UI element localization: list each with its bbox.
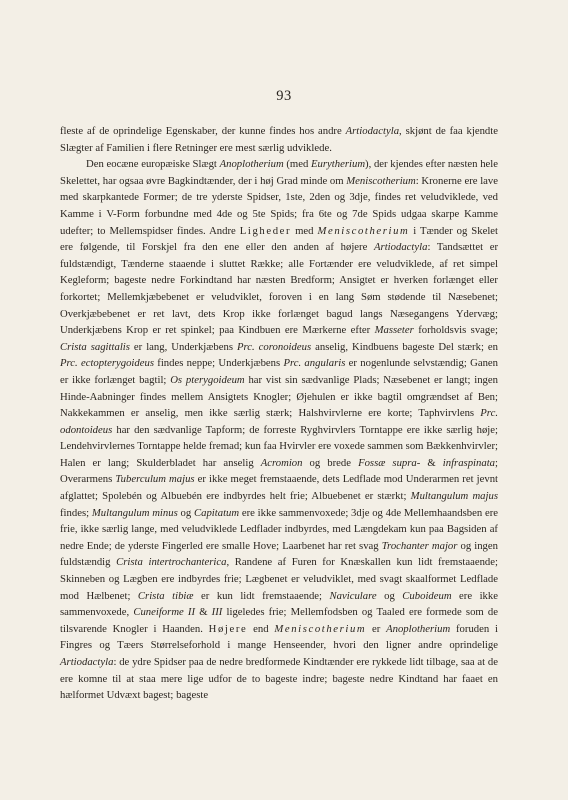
paragraph [60,156,498,704]
italic-term: Artiodactyla [374,241,428,254]
paragraph [60,123,498,156]
text-run: er nogenlunde selvstændig; Ganen er ikke forlænget bagtil; [60,357,498,386]
italic-term: Artiodactyla [60,656,114,668]
text-run: : Kronerne ere lave med skarpkantede Former; de tre yderste Spidser, 1ste, 2den og 3dje, findes ret veludviklede, ved Kamme i V-Form forbundne med 4de og 5te Spids; fra 6te og 7de Spids udgaa skarpe Kamme udefter; to Mellemspidser findes. Andre [60,174,499,237]
italic-term: Masseter [374,324,414,337]
italic-term: Meniscotherium [274,622,367,635]
italic-term: Cuneiforme II [133,606,196,619]
text-run: i Tænder og Skelet ere følgende, til Forskjel fra den ene eller den anden af højere [60,224,498,254]
text-run: med [291,224,318,237]
text-run: og [177,506,194,519]
italic-term: Crista tibiæ [137,589,194,602]
text-run: fleste af de oprindelige Egenskaber, der kunne findes hos andre [60,125,346,137]
spaced-emphasis: Højere [208,622,248,635]
text-run: foruden i Fingres og Tæers Størrelseforhold i mange Henseender, hvori den ligner andre oprindelige [60,622,498,652]
text-run: og ingen fuldstændig [60,539,498,569]
text-run: er [366,622,387,635]
text-run: , Randene af Furen for Knæskallen kun lidt fremstaaende; Skinneben og Lægben ere indbyrdes frie; Lægbenet er veludviklet, med svagt skaalformet Ledflade mod Hælbenet; [60,556,498,602]
italic-term: Crista sagittalis [60,340,130,353]
text-run: er lang, Underkjæbens [129,340,237,353]
text-run: anselig, Kindbuens bageste Del stærk; en [311,340,498,353]
italic-term: Prc. odontoideus [60,407,498,436]
italic-term: Multangulum majus [410,490,498,503]
text-run: & [195,606,212,619]
text-run: har den sædvanlige Tapform; de forreste Ryghvirvlers Torntappe ere ikke særlig høje; Lendehvirvlernes Torntappe helde fremad; kun faa Hvirvler ere voxede sammen som Bækkenhvirvler; Halen er lang; Skulderbladet har anselig [60,423,498,469]
italic-term: Eurytherium [311,158,366,171]
italic-term: infraspinata [442,456,496,469]
text-run: : Tandsættet er fuldstændigt, Tænderne staaende i sluttet Række; alle Fortænder ere veludviklede, af ret simpel Kegleform; bageste nedre Forkindtand har næsten Bredform; Ansigtet er hverken forlænget eller forkortet; Mellemkjæbebenet er veludviklet, foroven i en lang Søm stødende til Næsebenet; Overkjæbebenet er ret lavt, dets Krop ikke forlænget bagud langs Næsegangens Ydervæg; Underkjæbens Krop er ret spinkel; paa Kindbuen ere Mærkerne efter [60,241,498,337]
spaced-emphasis: Ligheder [239,224,292,237]
text-run: og [376,589,403,602]
italic-term: Meniscotherium [317,224,410,237]
text-run: og brede [302,456,359,469]
italic-term: Os pterygoideum [170,373,245,386]
text-run: end [247,622,275,635]
italic-term: Capitatum [193,506,240,519]
italic-term: Prc. angularis [283,357,346,370]
text-run: ere ikke sammenvoxede, [60,589,498,619]
italic-term: Naviculare [329,589,377,602]
text-run: ligeledes frie; Mellemfodsben og Taaled ere formede som de tilsvarende Knogler i Haanden. [60,606,498,635]
text-run: , skjønt de faa kjendte Slægter af Familien i flere Retninger ere mest særlig udviklede. [60,125,498,154]
text-run: findes neppe; Underkjæbens [154,357,284,370]
text-run: & [420,456,443,469]
text-run: Den eocæne europæiske Slægt [86,158,220,171]
text-run: (med [283,158,312,171]
text-run: ), der kjendes efter næsten hele Skelettet, har ogsaa øvre Bagkindtænder, der i høj Grad minde om [60,158,498,187]
italic-term: Trochanter major [381,539,458,552]
italic-term: Prc. ectopterygoideus [60,357,154,370]
italic-term: Acromion [260,456,303,469]
italic-term: Anoplotherium [386,622,451,635]
italic-term: Fossæ supra- [358,456,421,469]
italic-term: III [211,606,223,619]
text-run: ere ikke sammenvoxede; 3dje og 4de Mellemhaandsben ere frie, ikke særlig lange, med veludviklede Ledflader indbyrdes, med Længdekam kun paa Bagsiden af nedre Ende; de yderste Fingerled ere smalle Hove; Laarbenet har ret svag [60,506,499,552]
text-run: har vist sin sædvanlige Plads; Næsebenet er langt; ingen Hinde-Aabninger findes mellem Ansigtets Knogler; Øjehulen er ikke bagtil omgrændset af Ben; Nakkekammen er anselig, men ikke særlig stærk; Halshvirvlerne ere korte; Taphvirvlens [60,373,498,420]
text-run: : de ydre Spidser paa de nedre bredformede Kindtænder ere rykkede lidt tilbage, saa at de ere komne til at staa mere lige udfor de to bageste indre; bageste nedre Kindtand har faaet en hælformet Udvæxt bagest; bageste [60,656,498,702]
italic-term: Tuberculum majus [115,473,195,486]
text-run: er ikke meget fremstaaende, dets Ledflade mod Underarmen ret jevnt afglattet; Spolebén og Albuebén ere indbyrdes helt frie; Albuebenet er stærkt; [60,473,499,503]
italic-term: Multangulum minus [91,506,178,519]
italic-term: Anoplotherium [219,158,284,171]
body-text [60,123,498,704]
text-run: forholdsvis svage; [413,324,498,337]
page-number: 93 [276,88,292,104]
italic-term: Crista intertrochanterica [116,556,227,569]
text-run: er kun lidt fremstaaende; [193,589,330,602]
text-run: findes; [60,506,92,519]
text-run: ; Overarmens [60,456,498,486]
italic-term: Artiodactyla [345,125,400,137]
italic-term: Prc. coronoideus [236,340,312,353]
italic-term: Meniscotherium [346,174,416,187]
italic-term: Cuboideum [402,589,452,602]
